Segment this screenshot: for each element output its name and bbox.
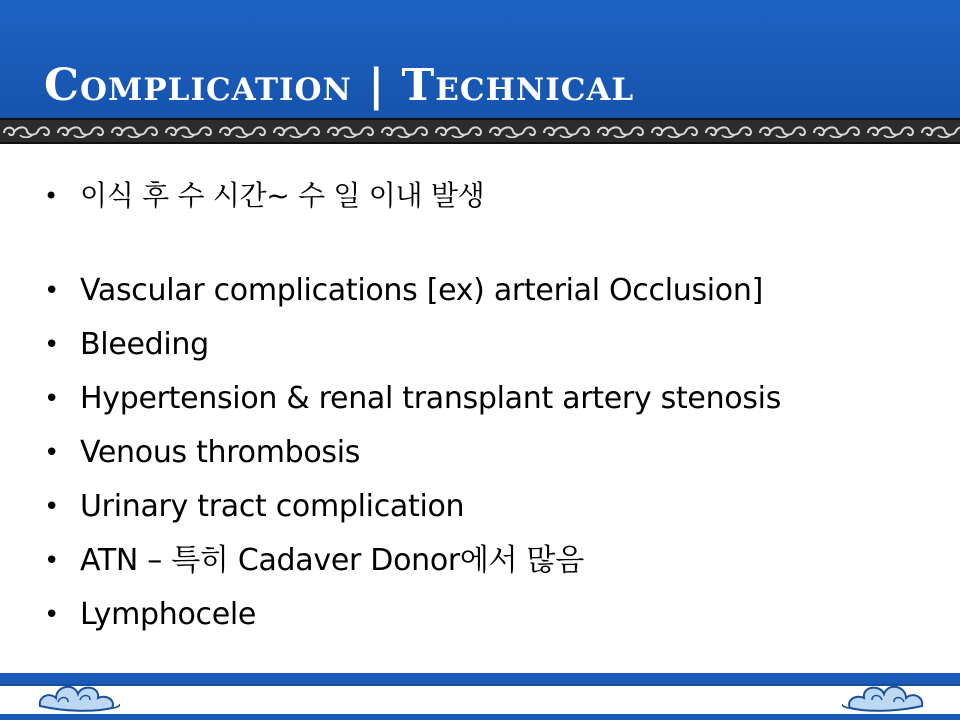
list-item — [0, 486, 940, 528]
list-item-text: 이식 후 수 시간~ 수 일 이내 발생 — [80, 179, 485, 212]
list-item — [0, 324, 940, 366]
list-item-text: Venous thrombosis — [80, 435, 361, 470]
list-item-text: Bleeding — [80, 327, 209, 362]
bullet-dot: • — [44, 438, 60, 468]
bullet-dot: • — [44, 330, 60, 360]
decorative-pattern-band — [0, 118, 960, 144]
cloud-ornament-icon — [842, 676, 926, 716]
bullet-dot: • — [44, 492, 60, 522]
cloud-ornament-icon — [36, 676, 120, 716]
bullet-dot: • — [44, 600, 60, 630]
bullet-dot: • — [44, 546, 60, 576]
list-item — [0, 270, 940, 312]
bullet-dot: • — [44, 182, 59, 210]
list-item — [0, 432, 940, 474]
bullet-dot: • — [44, 384, 60, 414]
list-item — [0, 378, 940, 420]
list-item — [0, 540, 940, 582]
list-item-text: Vascular complications [ex) arterial Occlusion] — [80, 273, 763, 308]
title-bar — [0, 0, 960, 118]
list-item-text: Hypertension & renal transplant artery stenosis — [80, 381, 782, 416]
list-item — [0, 176, 940, 216]
slide-title: Complication | Technical — [44, 60, 635, 111]
cloud-scroll-pattern-icon — [0, 120, 960, 142]
list-item-text: Urinary tract complication — [80, 489, 465, 524]
list-item-text: Lymphocele — [80, 597, 257, 632]
bullet-dot: • — [44, 276, 60, 306]
list-item-text: ATN – 특히 Cadaver Donor에서 많음 — [80, 543, 584, 578]
bottom-strip — [0, 684, 960, 714]
list-item — [0, 594, 940, 636]
